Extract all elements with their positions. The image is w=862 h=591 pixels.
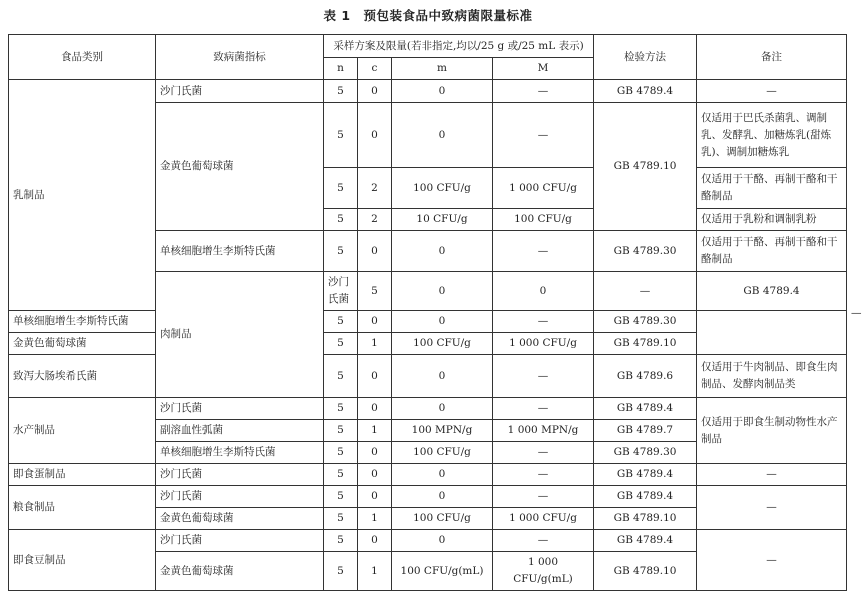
n-cell: 5 [324,442,358,464]
n-cell: 5 [358,272,392,311]
M-cell: — [493,442,594,464]
method-cell: GB 4789.10 [594,508,697,530]
indicator-cell: 沙门氏菌 [156,464,324,486]
m-cell: 100 CFU/g [392,442,493,464]
table-row [9,398,847,420]
M-cell: 1 000 CFU/g(mL) [493,552,594,591]
header-m: m [392,58,493,80]
method-cell: GB 4789.4 [594,398,697,420]
m-cell: 0 [392,464,493,486]
M-cell: — [493,464,594,486]
m-cell: 0 [392,486,493,508]
method-cell: GB 4789.30 [594,311,697,333]
m-cell: 100 CFU/g [392,168,493,209]
m-cell: 0 [392,231,493,272]
indicator-cell: 沙门氏菌 [156,530,324,552]
m-cell: 0 [392,103,493,168]
category-cell: 水产制品 [9,398,156,464]
n-cell: 5 [324,464,358,486]
n-cell: 5 [324,508,358,530]
header-category: 食品类别 [9,35,156,80]
n-cell: 5 [324,398,358,420]
m-cell: 0 [392,80,493,103]
n-cell: 5 [324,355,358,398]
m-cell: 100 CFU/g [392,508,493,530]
n-cell: 5 [324,209,358,231]
pathogen-limits-table [8,34,862,591]
remark-cell: — [697,464,847,486]
method-cell: GB 4789.10 [594,552,697,591]
c-cell: 0 [358,103,392,168]
M-cell: 1 000 CFU/g [493,333,594,355]
c-cell: 1 [358,420,392,442]
M-cell: — [493,311,594,333]
category-cell: 即食豆制品 [9,530,156,591]
M-cell: 1 000 CFU/g [493,508,594,530]
n-cell: 5 [324,552,358,591]
c-cell: 2 [358,209,392,231]
table-row [9,355,847,398]
n-cell: 5 [324,231,358,272]
n-cell: 5 [324,530,358,552]
indicator-cell: 沙门氏菌 [156,398,324,420]
header-sampling: 采样方案及限量(若非指定,均以/25 g 或/25 mL 表示) [324,35,594,58]
remark-cell: 仅适用于干酪、再制干酪和干酪制品 [697,231,847,272]
header-c: c [358,58,392,80]
m-cell: 10 CFU/g [392,209,493,231]
M-cell: — [493,80,594,103]
remark-cell: — [697,80,847,103]
c-cell: 0 [358,80,392,103]
n-cell: 5 [324,486,358,508]
table-row [9,311,847,333]
m-cell: 0 [392,311,493,333]
m-cell: 100 CFU/g [392,333,493,355]
indicator-cell: 单核细胞增生李斯特氏菌 [156,231,324,272]
c-cell: 0 [358,530,392,552]
M-cell: 100 CFU/g [493,209,594,231]
c-cell: 1 [358,333,392,355]
category-cell: 肉制品 [156,272,324,398]
remark-cell: — [697,486,847,530]
header-indicator: 致病菌指标 [156,35,324,80]
c-cell: 0 [358,231,392,272]
table-row [9,530,847,552]
indicator-cell: 金黄色葡萄球菌 [9,333,156,355]
method-cell: GB 4789.30 [594,442,697,464]
method-cell: GB 4789.4 [697,272,847,311]
m-cell: 0 [392,530,493,552]
M-cell: — [493,486,594,508]
table-row: 肉制品 沙门氏菌 5 0 0 — GB 4789.4 — [9,272,847,311]
indicator-cell: 金黄色葡萄球菌 [156,508,324,530]
M-cell: 1 000 MPN/g [493,420,594,442]
remark-cell: 仅适用于干酪、再制干酪和干酪制品 [697,168,847,209]
remark-cell: 仅适用于牛肉制品、即食生肉制品、发酵肉制品类 [697,355,847,398]
method-cell: GB 4789.7 [594,420,697,442]
header-n: n [324,58,358,80]
category-cell: 乳制品 [9,80,156,311]
method-cell: GB 4789.4 [594,486,697,508]
indicator-cell: 副溶血性弧菌 [156,420,324,442]
header-M: M [493,58,594,80]
M-cell: — [493,355,594,398]
c-cell: 0 [358,398,392,420]
n-cell: 5 [324,103,358,168]
n-cell: 5 [324,80,358,103]
indicator-cell: 沙门氏菌 [324,272,358,311]
c-cell: 0 [358,464,392,486]
remark-cell: — [697,530,847,591]
method-cell: GB 4789.6 [594,355,697,398]
n-cell: 5 [324,168,358,209]
m-cell: 100 MPN/g [392,420,493,442]
m-cell: 0 [493,272,594,311]
c-cell: 0 [392,272,493,311]
header-remark: 备注 [697,35,847,80]
m-cell: 100 CFU/g(mL) [392,552,493,591]
table-row [9,333,847,355]
remark-cell: 仅适用于巴氏杀菌乳、调制乳、发酵乳、加糖炼乳(甜炼乳)、调制加糖炼乳 [697,103,847,168]
M-cell: — [493,530,594,552]
n-cell: 5 [324,420,358,442]
header-row-1 [9,35,847,58]
c-cell: 0 [358,355,392,398]
m-cell: 0 [392,398,493,420]
c-cell: 1 [358,508,392,530]
method-cell: GB 4789.10 [594,103,697,231]
M-cell: — [493,398,594,420]
M-cell: 1 000 CFU/g [493,168,594,209]
c-cell: 0 [358,311,392,333]
remark-cell: 仅适用于即食生制动物性水产制品 [697,398,847,464]
indicator-cell: 金黄色葡萄球菌 [156,552,324,591]
c-cell: 2 [358,168,392,209]
table-title: 表 1 预包装食品中致病菌限量标准 [323,8,533,23]
indicator-cell: 单核细胞增生李斯特氏菌 [9,311,156,333]
n-cell: 5 [324,311,358,333]
c-cell: 1 [358,552,392,591]
remark-cell: 仅适用于乳粉和调制乳粉 [697,209,847,231]
method-cell: GB 4789.4 [594,464,697,486]
method-cell: GB 4789.4 [594,80,697,103]
category-cell: 粮食制品 [9,486,156,530]
indicator-cell: 单核细胞增生李斯特氏菌 [156,442,324,464]
c-cell: 0 [358,442,392,464]
table-row [9,486,847,508]
table-row [9,80,847,103]
table-row [9,464,847,486]
category-cell: 即食蛋制品 [9,464,156,486]
method-cell: GB 4789.30 [594,231,697,272]
header-method: 检验方法 [594,35,697,80]
M-cell: — [493,231,594,272]
indicator-cell: 致泻大肠埃希氏菌 [9,355,156,398]
method-cell: GB 4789.4 [594,530,697,552]
indicator-cell: 沙门氏菌 [156,80,324,103]
m-cell: 0 [392,355,493,398]
M-cell: — [594,272,697,311]
indicator-cell: 沙门氏菌 [156,486,324,508]
c-cell: 0 [358,486,392,508]
M-cell: — [493,103,594,168]
n-cell: 5 [324,333,358,355]
indicator-cell: 金黄色葡萄球菌 [156,103,324,231]
method-cell: GB 4789.10 [594,333,697,355]
